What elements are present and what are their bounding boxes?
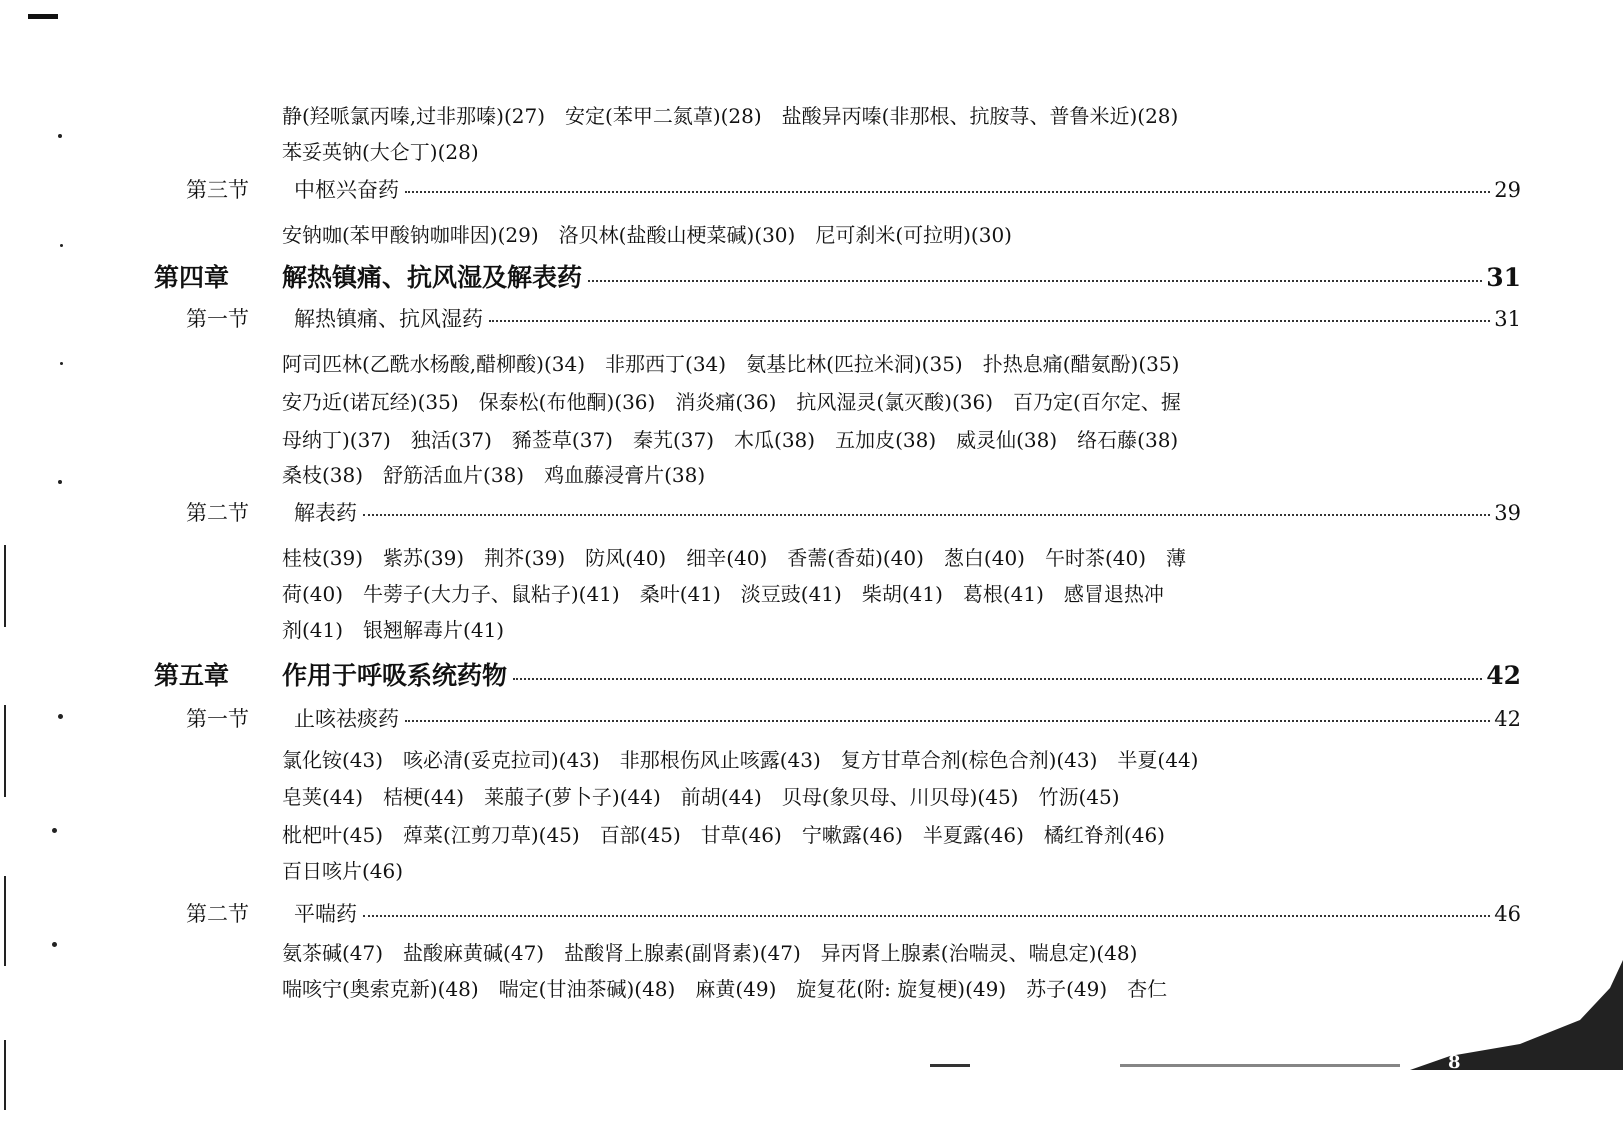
section-title: 中枢兴奋药 [294, 178, 399, 202]
leader-dots [363, 514, 1490, 516]
toc-entry-chapter[interactable] [154, 660, 1521, 692]
toc-entry-section[interactable] [186, 305, 1521, 333]
section-label: 第一节 [186, 307, 249, 331]
toc-text-line: 苯妥英钠(大仑丁)(28) [282, 140, 479, 164]
page-number: 31 [1494, 307, 1521, 331]
page-number: 46 [1494, 902, 1521, 926]
scan-speck [58, 480, 62, 484]
section-label: 第三节 [186, 178, 249, 202]
leader-dots [363, 915, 1490, 917]
scan-shadow-corner [1410, 960, 1623, 1070]
scan-edge-line [4, 876, 6, 966]
page-number-footer: 8 [1448, 1052, 1461, 1073]
chapter-label: 第四章 [154, 263, 230, 292]
section-title: 解表药 [294, 501, 357, 525]
toc-text-line: 母纳丁)(37) 独活(37) 豨莶草(37) 秦艽(37) 木瓜(38) 五加皮(38) 威灵仙(38) 络石藤(38) [282, 428, 1179, 452]
toc-text-line: 桑枝(38) 舒筋活血片(38) 鸡血藤浸膏片(38) [282, 463, 706, 487]
scan-speck [52, 942, 57, 947]
scan-speck [60, 362, 63, 365]
chapter-title: 作用于呼吸系统药物 [282, 661, 508, 690]
toc-text-line: 阿司匹林(乙酰水杨酸,醋柳酸)(34) 非那西丁(34) 氨基比林(匹拉米洞)(35) 扑热息痛(醋氨酚)(35) [282, 352, 1180, 376]
section-title: 止咳祛痰药 [294, 707, 399, 731]
scan-mark [28, 14, 58, 19]
toc-entry-chapter[interactable] [154, 262, 1521, 294]
scan-edge-line [4, 705, 6, 797]
leader-dots [489, 320, 1490, 322]
toc-text-line: 氨茶碱(47) 盐酸麻黄碱(47) 盐酸肾上腺素(副肾素)(47) 异丙肾上腺素(治喘灵、喘息定)(48) [282, 941, 1138, 965]
section-label: 第二节 [186, 501, 249, 525]
toc-text-line: 百日咳片(46) [282, 859, 404, 883]
section-title: 解热镇痛、抗风湿药 [294, 307, 483, 331]
page-number: 31 [1486, 263, 1521, 292]
page-number: 39 [1494, 501, 1521, 525]
page-number: 42 [1494, 707, 1521, 731]
chapter-label: 第五章 [154, 661, 230, 690]
leader-dots [405, 191, 1490, 193]
toc-text-line: 皂荚(44) 桔梗(44) 莱菔子(萝卜子)(44) 前胡(44) 贝母(象贝母、川贝母)(45) 竹沥(45) [282, 785, 1120, 809]
leader-dots [588, 280, 1482, 282]
toc-entry-section[interactable] [186, 705, 1521, 733]
toc-entry-section[interactable] [186, 900, 1521, 928]
toc-text-line: 静(羟哌氯丙嗪,过非那嗪)(27) 安定(苯甲二氮䓬)(28) 盐酸异丙嗪(非那根、抗胺荨、普鲁米近)(28) [282, 104, 1179, 128]
leader-dots [405, 720, 1490, 722]
toc-text-line: 桂枝(39) 紫苏(39) 荆芥(39) 防风(40) 细辛(40) 香薷(香茹)(40) 葱白(40) 午时茶(40) 薄 [282, 546, 1187, 570]
scan-noise [1120, 1064, 1400, 1067]
toc-text-line: 安钠咖(苯甲酸钠咖啡因)(29) 洛贝林(盐酸山梗菜碱)(30) 尼可刹米(可拉明)(30) [282, 223, 1012, 247]
toc-text-line: 枇杷叶(45) 蔊菜(江剪刀草)(45) 百部(45) 甘草(46) 宁嗽露(46) 半夏露(46) 橘红脊剂(46) [282, 823, 1165, 847]
toc-text-line: 安乃近(诺瓦经)(35) 保泰松(布他酮)(36) 消炎痛(36) 抗风湿灵(氯灭酸)(36) 百乃定(百尔定、握 [282, 390, 1181, 414]
toc-entry-section[interactable] [186, 176, 1521, 204]
scan-speck [58, 134, 62, 138]
chapter-title: 解热镇痛、抗风湿及解表药 [282, 263, 583, 292]
section-title: 平喘药 [294, 902, 357, 926]
scan-edge-line [4, 1040, 6, 1110]
section-label: 第一节 [186, 707, 249, 731]
toc-entry-section[interactable] [186, 499, 1521, 527]
leader-dots [513, 678, 1482, 680]
toc-text-line: 荷(40) 牛蒡子(大力子、鼠粘子)(41) 桑叶(41) 淡豆豉(41) 柴胡(41) 葛根(41) 感冒退热冲 [282, 582, 1164, 606]
scan-speck [58, 714, 63, 719]
toc-text-line: 喘咳宁(奥索克新)(48) 喘定(甘油茶碱)(48) 麻黄(49) 旋复花(附: 旋复梗)(49) 苏子(49) 杏仁 [282, 977, 1168, 1001]
scan-speck [60, 244, 63, 247]
toc-text-line: 氯化铵(43) 咳必清(妥克拉司)(43) 非那根伤风止咳露(43) 复方甘草合剂(棕色合剂)(43) 半夏(44) [282, 748, 1199, 772]
toc-text-line: 剂(41) 银翘解毒片(41) [282, 618, 505, 642]
scan-noise [930, 1064, 970, 1067]
page-number: 29 [1494, 178, 1521, 202]
scan-edge-line [4, 545, 6, 627]
page-number: 42 [1486, 661, 1521, 690]
section-label: 第二节 [186, 902, 249, 926]
scan-speck [52, 828, 57, 833]
